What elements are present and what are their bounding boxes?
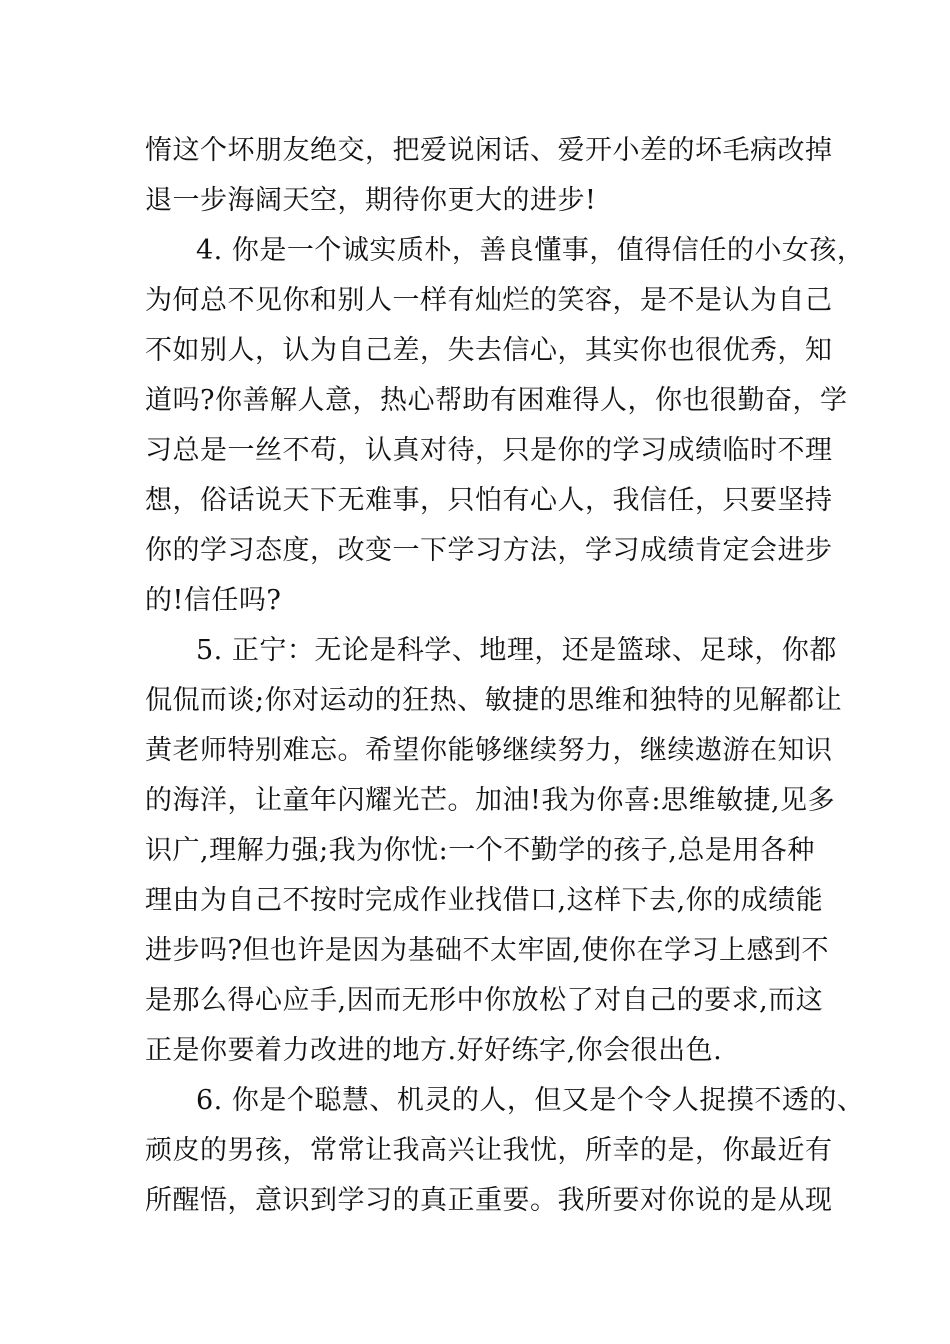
text-line: 理由为自己不按时完成作业找借口,这样下去,你的成绩能 <box>145 885 824 916</box>
text-line: 道吗?你善解人意，热心帮助有困难得人，你也很勤奋，学 <box>145 385 848 416</box>
paragraph-5-start: 5. 正宁：无论是科学、地理，还是篮球、足球，你都 <box>196 635 837 666</box>
text-line: 习总是一丝不苟，认真对待，只是你的学习成绩临时不理 <box>145 435 833 466</box>
text-line: 进步吗?但也许是因为基础不太牢固,使你在学习上感到不 <box>145 935 830 966</box>
text-line: 正是你要着力改进的地方.好好练字,你会很出色. <box>145 1035 723 1066</box>
text-line: 不如别人，认为自己差，失去信心，其实你也很优秀，知 <box>145 335 833 366</box>
text-line: 想，俗话说天下无难事，只怕有心人，我信任，只要坚持 <box>145 485 833 516</box>
paragraph-4-start: 4. 你是一个诚实质朴，善良懂事，值得信任的小女孩， <box>196 235 865 266</box>
text-line: 惰这个坏朋友绝交，把爱说闲话、爱开小差的坏毛病改掉 <box>145 135 833 166</box>
text-line: 的!信任吗? <box>145 585 282 616</box>
text-line: 退一步海阔天空，期待你更大的进步! <box>145 185 597 216</box>
text-line: 的海洋，让童年闪耀光芒。加油!我为你喜:思维敏捷,见多 <box>145 785 836 816</box>
text-line: 识广,理解力强;我为你忧:一个不勤学的孩子,总是用各种 <box>145 835 815 866</box>
text-line: 你的学习态度，改变一下学习方法，学习成绩肯定会进步 <box>145 535 833 566</box>
text-line: 顽皮的男孩，常常让我高兴让我忧，所幸的是，你最近有 <box>145 1135 833 1166</box>
text-line: 是那么得心应手,因而无形中你放松了对自己的要求,而这 <box>145 985 824 1016</box>
text-line: 为何总不见你和别人一样有灿烂的笑容，是不是认为自己 <box>145 285 833 316</box>
text-line: 侃侃而谈;你对运动的狂热、敏捷的思维和独特的见解都让 <box>145 685 843 716</box>
text-line: 所醒悟，意识到学习的真正重要。我所要对你说的是从现 <box>145 1185 833 1216</box>
text-line: 黄老师特别难忘。希望你能够继续努力，继续遨游在知识 <box>145 735 833 766</box>
paragraph-6-start: 6. 你是个聪慧、机灵的人，但又是个令人捉摸不透的、 <box>196 1085 865 1116</box>
